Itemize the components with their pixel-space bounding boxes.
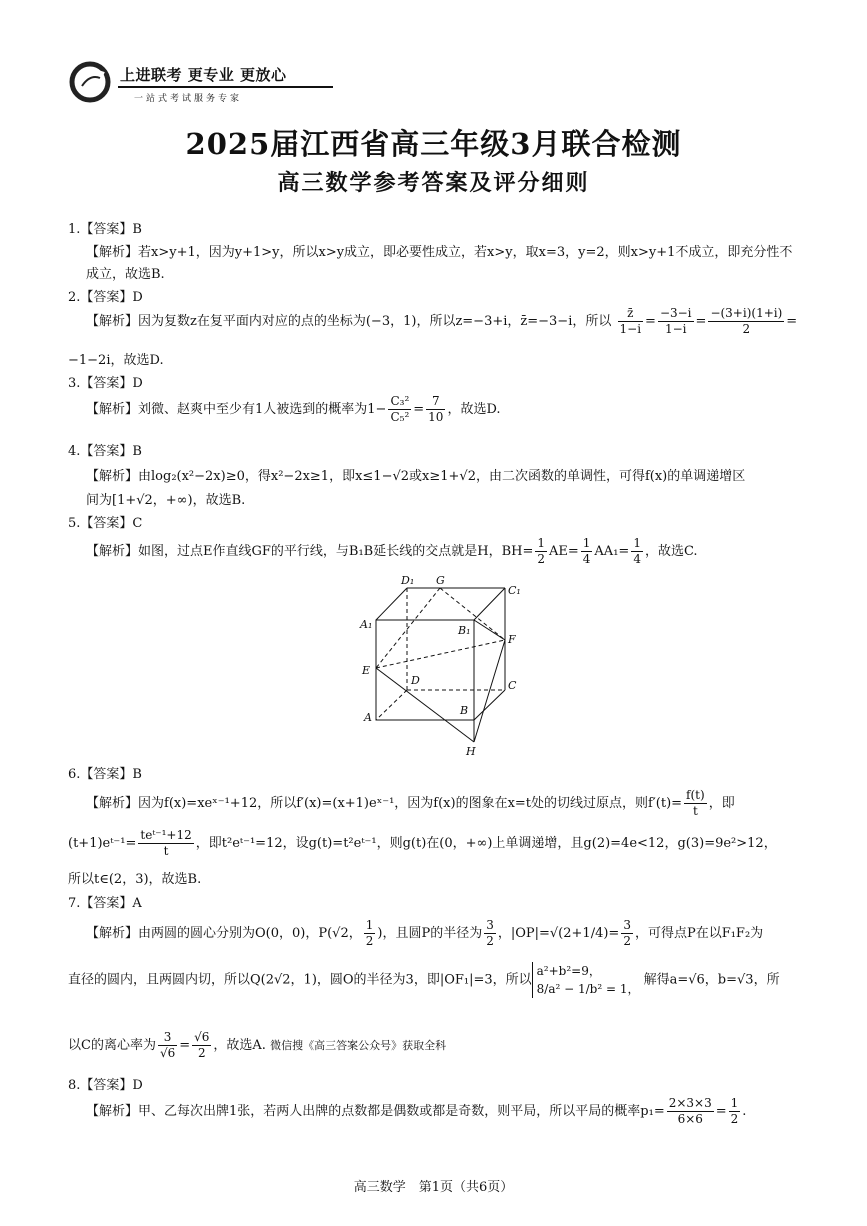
fraction: $\frac{2\times 3\times 3}{6\times 6}$: [668, 1096, 712, 1126]
q5-analysis: 【解析】如图，过点E作直线GF的平行线，与B₁B延长线的交点就是H，BH= $\frac{1}{2}$ AE= $\frac{1}{4}$ AA₁= $\frac{1}{4}$ ，故选C.: [86, 536, 698, 566]
q7-analysis-end: 以C的离心率为 $\frac{3}{√6}$ = $\frac{√6}{2}$ ，故选A. 微信搜《高三答案公众号》获取全科: [68, 1030, 447, 1060]
fraction: $\frac{3}{√6}$: [159, 1030, 176, 1060]
equation-system: a²+b²=9， 8/a² − 1/b² = 1，: [532, 962, 640, 998]
wechat-note: 微信搜《高三答案公众号》获取全科: [270, 1039, 447, 1052]
cube-figure: [350, 572, 530, 760]
label-E: E: [362, 664, 371, 677]
q7-analysis: 【解析】由两圆的圆心分别为O(0，0)，P(√2， $\frac{1}{2}$ )，且圆P的半径为 $\frac{3}{2}$ ，|OP|=√(2+1/4)= $\frac{3}{2}$ ，可得点P在以F₁F₂为: [86, 918, 764, 948]
label-B1: B₁: [458, 624, 471, 637]
document-title: 2025届江西省高三年级3月联合检测: [185, 127, 682, 161]
fraction: $\frac{3}{2}$: [486, 918, 494, 948]
q6-analysis-cont: (t+1)eᵗ⁻¹= $\frac{\text{teᵗ⁻¹+12}}{t}$ ，即t²eᵗ⁻¹=12，设g(t)=t²eᵗ⁻¹，则g(t)在(0，+∞)上单调递增，且g(2)=4e<12，g(3)=9e²>12，: [68, 828, 777, 858]
label-A: A: [364, 711, 372, 724]
logo-slogan: 上进联考 更专业 更放心: [120, 66, 287, 84]
label-H: H: [466, 745, 476, 758]
label-A1: A₁: [360, 618, 373, 631]
logo-subtitle: 一站式考试服务专家: [134, 94, 243, 104]
q2-analysis-cont: −1−2i，故选D.: [68, 353, 164, 368]
logo-divider: [118, 86, 333, 88]
fraction: $\frac{1}{2}$: [365, 918, 374, 948]
label-D: D: [411, 674, 420, 687]
q1-answer: 1.【答案】B: [68, 222, 142, 237]
fraction: $\frac{1}{4}$: [633, 536, 641, 566]
q1-analysis-cont: 成立，故选B.: [86, 267, 165, 282]
logo-emblem-icon: [68, 60, 112, 104]
label-C1: C₁: [508, 584, 521, 597]
label-D1: D₁: [401, 574, 415, 587]
page-footer: 高三数学 第1页（共6页）: [353, 1180, 514, 1195]
q6-answer: 6.【答案】B: [68, 767, 142, 782]
publisher-logo: [68, 60, 328, 108]
fraction: $\frac{3}{2}$: [623, 918, 631, 948]
q2-analysis: 【解析】因为复数z在复平面内对应的点的坐标为(−3，1)，所以z=−3+i，z̄=−3−i，所以 $\frac{z̄}{1-i}$ = $\frac{-3-i}{1-i}$ = $\frac{-(3+i)(1+i)}{2}$ =: [86, 306, 798, 336]
fraction: $\frac{1}{2}$: [537, 536, 545, 566]
fraction: $\frac{f(t)}{t}$: [686, 788, 705, 818]
q1-analysis: 【解析】若x>y+1，因为y+1>y，所以x>y成立，即必要性成立，若x>y，取x=3，y=2，则x>y+1不成立，即充分性不: [86, 245, 793, 260]
q3-analysis: 【解析】刘微、赵爽中至少有1人被选到的概率为1− $\frac{\text{C₃²}}{\text{C₅²}}$ = $\frac{7}{10}$ ，故选D.: [86, 394, 501, 424]
fraction: $\frac{1}{4}$: [582, 536, 591, 566]
fraction: $\frac{\text{C₃²}}{\text{C₅²}}$: [390, 394, 410, 424]
document-subtitle: 高三数学参考答案及评分细则: [277, 171, 590, 196]
q4-analysis-cont: 间为[1+√2，+∞)，故选B.: [86, 493, 246, 508]
fraction: $\frac{-(3+i)(1+i)}{2}$: [710, 306, 783, 336]
label-G: G: [436, 574, 445, 587]
fraction: $\frac{\text{teᵗ⁻¹+12}}{t}$: [140, 828, 192, 858]
fraction: $\frac{7}{10}$: [428, 394, 444, 424]
q7-answer: 7.【答案】A: [68, 896, 142, 911]
q6-analysis-end: 所以t∈(2，3)，故选B.: [68, 872, 202, 887]
q6-analysis: 【解析】因为f(x)=xeˣ⁻¹+12，所以f′(x)=(x+1)eˣ⁻¹，因为f(x)的图象在x=t处的切线过原点，则f′(t)= $\frac{f(t)}{t}$ ，即: [86, 788, 735, 818]
label-B: B: [460, 704, 469, 717]
label-F: F: [508, 633, 516, 646]
q3-answer: 3.【答案】D: [68, 376, 143, 391]
fraction: $\frac{1}{2}$: [730, 1096, 739, 1126]
fraction: $\frac{-3-i}{1-i}$: [659, 306, 692, 336]
q7-analysis-cont: 直径的圆内，且两圆内切，所以Q(2√2，1)，圆O的半径为3，即|OF₁|=3，所以 a²+b²=9， 8/a² − 1/b² = 1， 解得a=√6，b=√3，所: [68, 964, 780, 996]
q8-answer: 8.【答案】D: [68, 1078, 143, 1093]
fraction: $\frac{z̄}{1-i}$: [619, 306, 642, 336]
q8-analysis: 【解析】甲、乙每次出牌1张，若两人出牌的点数都是偶数或都是奇数，则平局，所以平局的概率p₁= $\frac{2\times 3\times 3}{6\times 6}$ = $\frac{1}{2}$ .: [86, 1096, 747, 1126]
label-C: C: [508, 679, 517, 692]
fraction: $\frac{√6}{2}$: [194, 1030, 210, 1060]
q4-analysis: 【解析】由log₂(x²−2x)≥0，得x²−2x≥1，即x≤1−√2或x≥1+√2，由二次函数的单调性，可得f(x)的单调递增区: [86, 469, 746, 484]
q4-answer: 4.【答案】B: [68, 444, 142, 459]
q2-answer: 2.【答案】D: [68, 290, 143, 305]
q5-answer: 5.【答案】C: [68, 516, 143, 531]
